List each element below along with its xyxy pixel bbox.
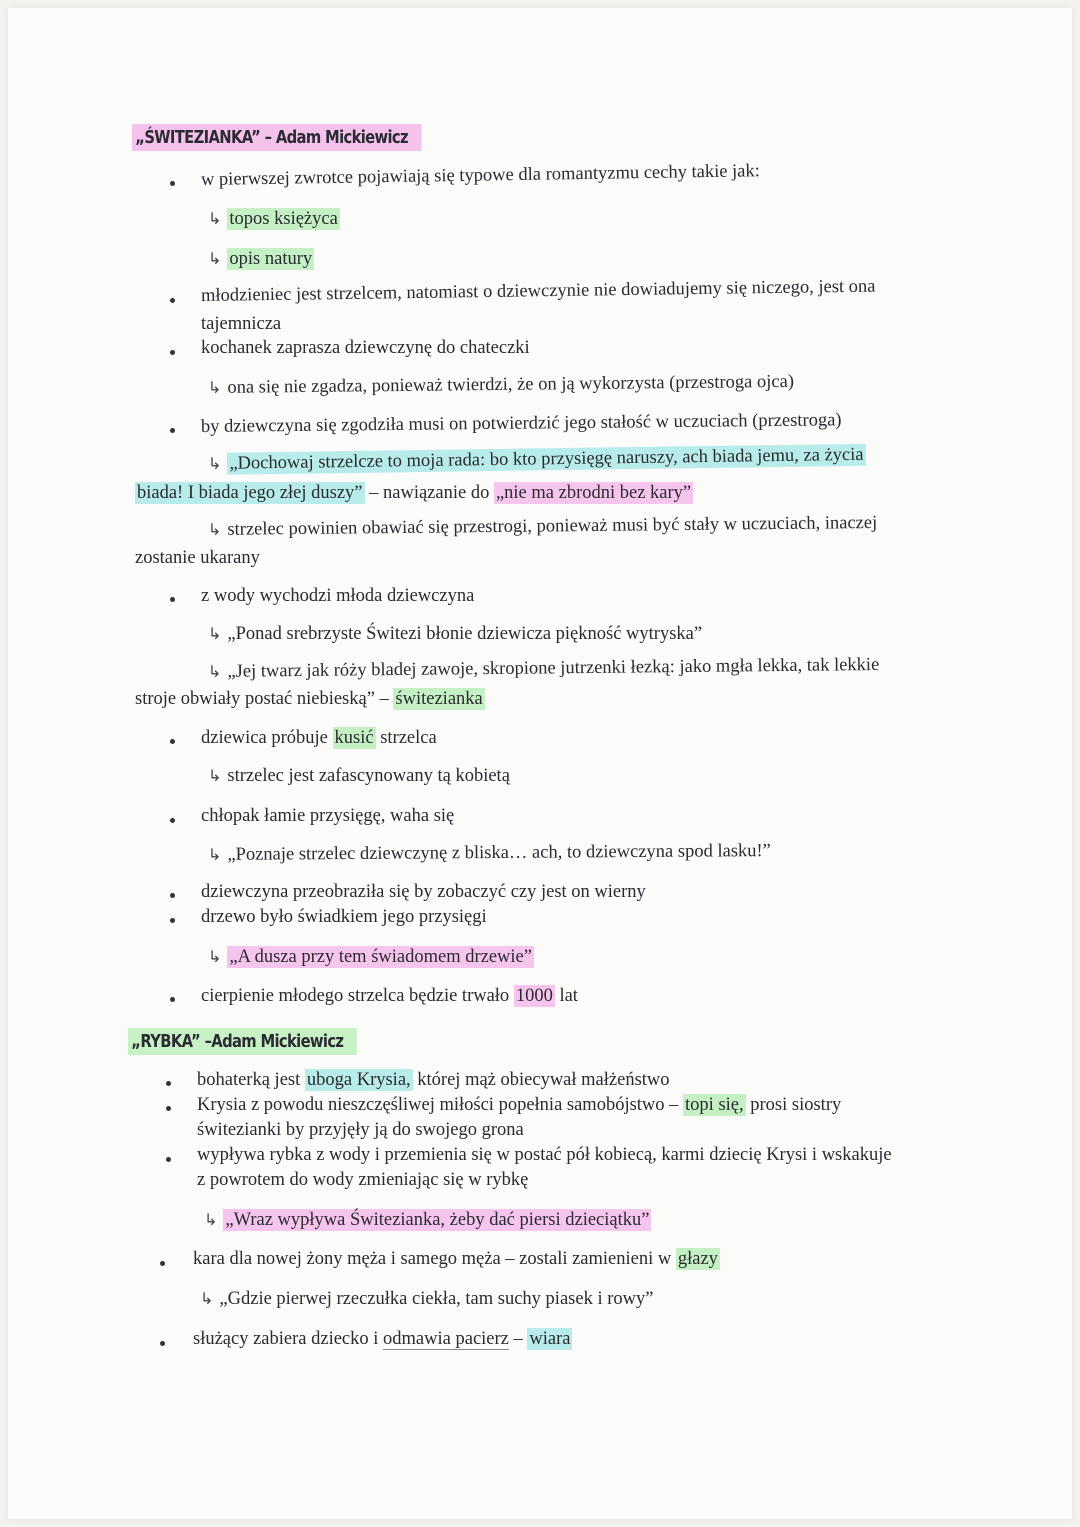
sub-text: strzelec powinien obawiać się przestrogi, ponieważ musi być stały w uczuciach, inaczej [227, 512, 878, 540]
note-line [193, 1327, 572, 1351]
note-line: z powrotem do wody zmieniając się w rybkę [197, 1170, 529, 1190]
note-line: młodzieniec jest strzelcem, natomiast o dziewczynie nie dowiadujemy się niczego, jest ona [200, 276, 876, 306]
note-line: wypływa rybka z wody i przemienia się w postać pół kobiecą, karmi dziecię Krysi i wskakuje [197, 1145, 892, 1165]
highlight-green: świtezianka [395, 689, 483, 709]
note-line: chłopak łamie przysięgę, waha się [201, 806, 455, 826]
highlight-cyan: uboga Krysia, [306, 1070, 411, 1090]
sub-text: „Gdzie pierwej rzeczułka ciekła, tam suchy piasek i rowy” [219, 1289, 654, 1309]
highlight-green: topi się, [685, 1095, 744, 1115]
bullet [170, 893, 175, 898]
note-line [193, 1247, 720, 1271]
arrow-icon: ↳ [207, 377, 222, 397]
text: Krysia z powodu nieszczęśliwej miłości popełnia samobójstwo – [197, 1095, 684, 1115]
text: służący zabiera dziecko i [193, 1329, 384, 1349]
highlight-pink: „A dusza przy tem świadomem drzewie” [229, 947, 532, 967]
quote-line [200, 1287, 653, 1311]
quote-line [135, 481, 693, 505]
note-line: tajemnicza [201, 314, 282, 334]
section-title-rybka: „RYBKA” –Adam Mickiewicz [128, 1028, 356, 1055]
arrow-icon: ↳ [207, 844, 222, 864]
text: cierpienie młodego strzelca będzie trwało [201, 986, 514, 1006]
highlight-green: topos księżyca [229, 209, 338, 229]
arrow-icon: ↳ [208, 624, 222, 643]
text: – nawiązanie do [364, 483, 494, 503]
sub-text: „Ponad srebrzyste Świtezi błonie dziewicza piękność wytryska” [227, 624, 703, 644]
arrow-icon: ↳ [208, 209, 222, 228]
bullet [170, 428, 175, 433]
sub-text: strzelec jest zafascynowany tą kobietą [227, 766, 510, 786]
text: prosi siostry [745, 1095, 842, 1115]
bullet [170, 997, 175, 1002]
text: – [508, 1329, 528, 1349]
bullet [170, 818, 175, 823]
note-line: świtezianki by przyjęły ją do swojego grona [197, 1120, 524, 1140]
bullet [170, 597, 175, 602]
arrow-icon: ↳ [200, 1289, 214, 1308]
sub-line [208, 764, 510, 788]
quote-line [208, 839, 771, 867]
note-line: kochanek zaprasza dziewczynę do chateczki [201, 338, 530, 358]
sub-line [208, 247, 314, 271]
note-line: w pierwszej zwrotce pojawiają się typowe dla romantyzmu cechy takie jak: [200, 161, 760, 190]
bullet [170, 739, 175, 744]
arrow-icon: ↳ [207, 453, 222, 473]
quote-line [208, 945, 534, 969]
note-line [201, 984, 578, 1008]
highlight-green: opis natury [229, 249, 313, 269]
quote-line [135, 687, 485, 711]
arrow-icon: ↳ [208, 766, 222, 785]
highlight-green: głazy [677, 1249, 718, 1269]
underlined-text: odmawia pacierz [383, 1329, 509, 1349]
note-line [201, 726, 437, 750]
bullet [170, 350, 175, 355]
highlight-cyan: wiara [529, 1329, 571, 1349]
bullet [170, 181, 175, 186]
section-title-switezianka: „ŚWITEZIANKA” – Adam Mickiewicz [132, 124, 421, 151]
sub-line [208, 207, 340, 231]
text: której mąż obiecywał małżeństwo [412, 1070, 670, 1090]
bullet [166, 1106, 171, 1111]
note-line: z wody wychodzi młoda dziewczyna [201, 586, 475, 606]
bullet [160, 1341, 165, 1346]
note-line [197, 1068, 670, 1092]
note-line: zostanie ukarany [135, 548, 260, 568]
bullet [160, 1261, 165, 1266]
note-line [197, 1093, 841, 1117]
text: bohaterką jest [197, 1070, 305, 1090]
sub-text: „Poznaje strzelec dziewczynę z bliska… ach, to dziewczyna spod lasku!” [227, 841, 771, 865]
arrow-icon: ↳ [208, 947, 222, 966]
sub-text: ona się nie zgadza, ponieważ twierdzi, że on ją wykorzysta (przestroga ojca) [227, 371, 795, 398]
arrow-icon: ↳ [204, 1210, 218, 1229]
text: lat [554, 986, 578, 1006]
text: kara dla nowej żony męża i samego męża – zostali zamienieni w [193, 1249, 676, 1269]
quote-line [204, 1208, 651, 1232]
text: – [374, 689, 394, 709]
highlight-green: kusić [334, 728, 374, 748]
note-line: by dziewczyna się zgodziła musi on potwierdzić jego stałość w uczuciach (przestroga) [200, 410, 842, 437]
text: strzelca [375, 728, 437, 748]
bullet [166, 1081, 171, 1086]
note-line: dziewczyna przeobraziła się by zobaczyć czy jest on wierny [201, 882, 646, 902]
arrow-icon: ↳ [208, 249, 222, 268]
bullet [170, 918, 175, 923]
text: stroje obwiały postać niebieską” [135, 689, 375, 709]
quote-line [208, 622, 702, 646]
arrow-icon: ↳ [207, 519, 222, 539]
highlight-pink: „Wraz wypływa Świtezianka, żeby dać piersi dzieciątku” [225, 1210, 650, 1230]
highlight-cyan: biada! I biada jego złej duszy” [137, 483, 363, 503]
sub-text: „Jej twarz jak róży bladej zawoje, skropione jutrzenki łezką: jako mgła lekka, tak lekkie [227, 654, 880, 682]
note-line: drzewo było świadkiem jego przysięgi [201, 907, 487, 927]
highlight-pink: „nie ma zbrodni bez kary” [495, 483, 692, 503]
bullet [166, 1157, 171, 1162]
highlight-pink: 1000 [515, 986, 553, 1006]
text: dziewica próbuje [201, 728, 333, 748]
arrow-icon: ↳ [207, 661, 222, 681]
bullet [170, 298, 175, 303]
highlight-cyan: „Dochowaj strzelcze to moja rada: bo kto przysięgę naruszy, ach biada jemu, za życia [227, 444, 865, 475]
